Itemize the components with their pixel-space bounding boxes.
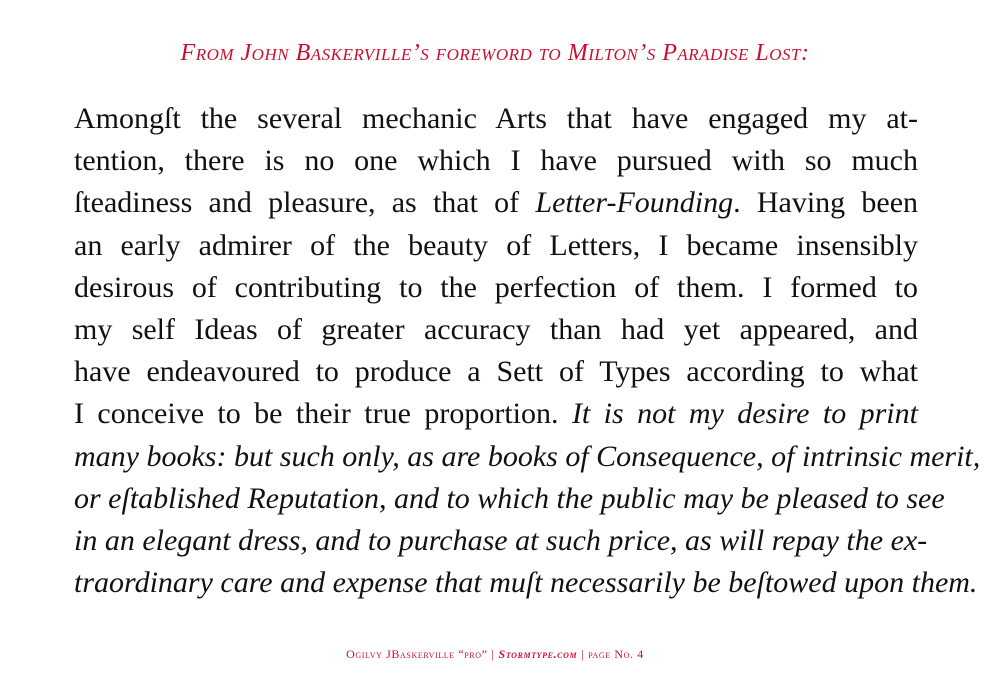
paragraph-line <box>74 225 918 267</box>
footer <box>0 647 990 662</box>
roman-text: Amongſt the several mechanic Arts that have engaged my at- <box>74 102 918 135</box>
roman-text: my self Ideas of greater accuracy than had yet appeared, and <box>74 312 918 346</box>
roman-text: . Having been <box>733 186 919 220</box>
paragraph-line <box>74 182 918 224</box>
roman-text: an early admirer of the beauty of Letters, I became insensibly <box>74 228 918 262</box>
footer-separator: | <box>491 647 495 661</box>
italic-text: It is not my desire to print <box>571 397 918 431</box>
footer-page-number: page No. 4 <box>588 647 644 661</box>
body-paragraph <box>74 98 981 604</box>
roman-text: I conceive to be their true proportion. <box>74 397 572 431</box>
heading: From John Baskerville’s foreword to Milton’s Paradise Lost: <box>180 40 810 66</box>
roman-text: desirous of contributing to the perfection of them. I formed to <box>74 270 918 304</box>
paragraph-line <box>74 393 918 435</box>
paragraph-line <box>74 520 928 562</box>
paragraph-line <box>74 140 918 182</box>
roman-text: tention, there is no one which I have pursued with so much <box>74 144 918 178</box>
roman-text: ſteadiness and pleasure, as that of <box>74 186 536 220</box>
paragraph-line <box>74 436 981 478</box>
paragraph-line <box>74 351 918 393</box>
paragraph-line <box>74 478 945 520</box>
italic-text: many books: but such only, as are books of Consequence, of intrinsic merit, <box>74 439 981 473</box>
paragraph-line <box>74 98 918 140</box>
italic-text: traordinary care and expense that muſt necessarily be beſtowed upon them. <box>74 566 978 600</box>
italic-text: or eſtablished Reputation, and to which the public may be pleased to see <box>74 481 945 515</box>
footer-font-name: Ogilvy JBaskerville “pro” <box>346 647 488 661</box>
footer-separator: | <box>581 647 585 661</box>
paragraph-line <box>74 267 918 309</box>
italic-text: Letter-Founding <box>535 186 734 220</box>
footer-site-link[interactable]: Stormtype.com <box>498 647 578 661</box>
italic-text: in an elegant dress, and to purchase at such price, as will repay the ex- <box>74 523 928 557</box>
paragraph-line <box>74 562 978 604</box>
paragraph-line <box>74 309 918 351</box>
roman-text: have endeavoured to produce a Sett of Types according to what <box>74 355 918 389</box>
